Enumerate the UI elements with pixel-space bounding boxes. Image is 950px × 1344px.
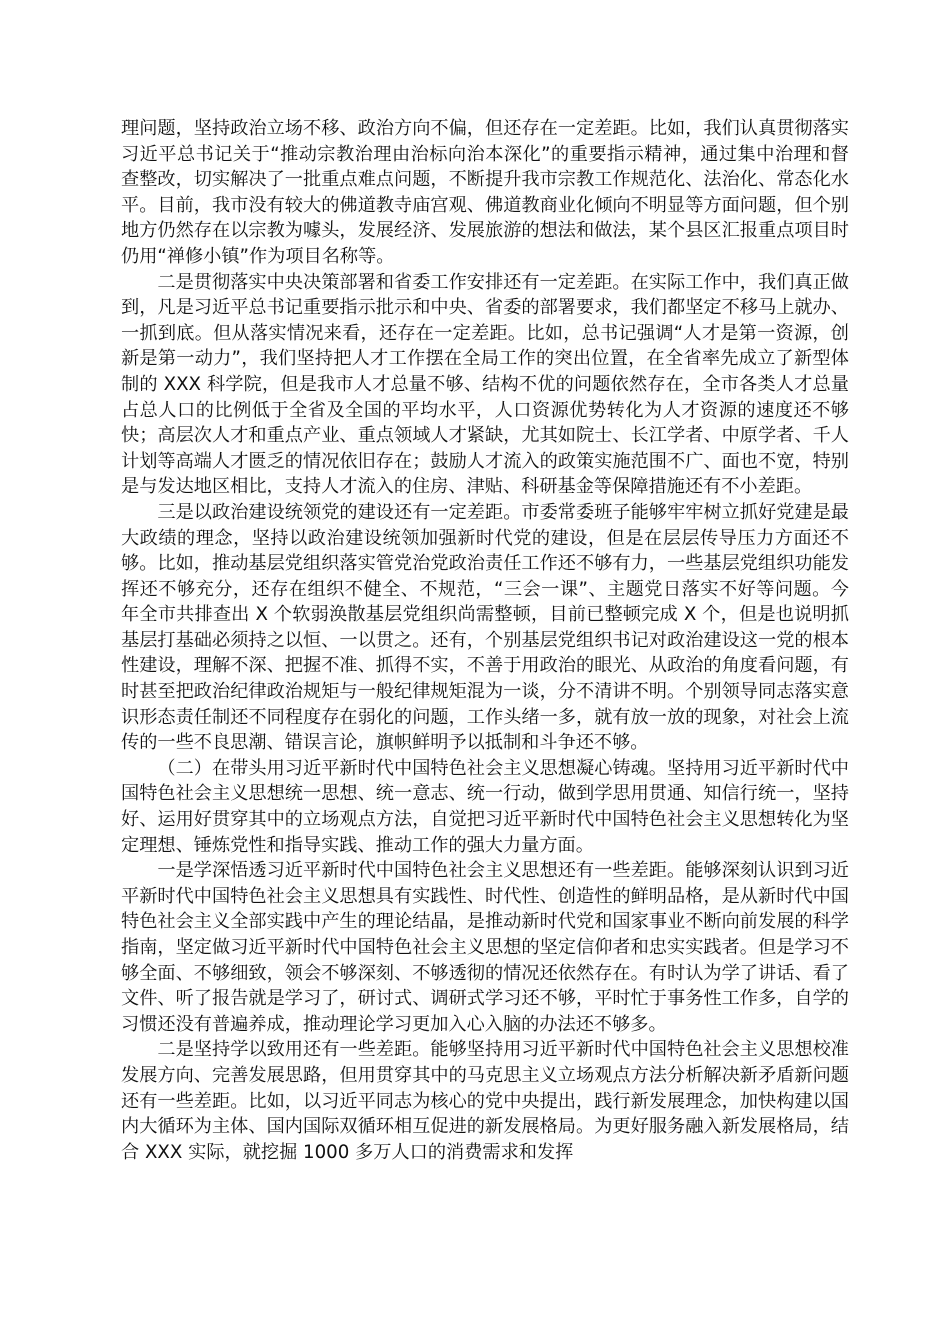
paragraph-point-one: 一是学深悟透习近平新时代中国特色社会主义思想还有一些差距。能够深刻认识到习近平新时代中国特色社会主义思想具有实践性、时代性、创造性的鲜明品格，是从新时代中国特色社会主义全部实践中产生的理论结晶，是推动新时代党和国家事业不断向前发展的科学指南，坚定做习近平新时代中国特色社会主义思想的坚定信仰者和忠实实践者。但是学习不够全面、不够细致，领会不够深刻、不够透彻的情况还依然存在。有时认为学了讲话、看了文件、听了报告就是学习了，研讨式、调研式学习还不够，平时忙于事务性工作多，自学的习惯还没有普遍养成，推动理论学习更加入心入脑的办法还不够多。 bbox=[121, 860, 849, 1035]
paragraph-continued: 理问题，坚持政治立场不移、政治方向不偏，但还存在一定差距。比如，我们认真贯彻落实习近平总书记关于“推动宗教治理由治标向治本深化”的重要指示精神，通过集中治理和督查整改，切实解决了一批重点难点问题，不断提升我市宗教工作规范化、法治化、常态化水平。目前，我市没有较大的佛道教寺庙宫观、佛道教商业化倾向不明显等方面问题，但个别地方仍然存在以宗教为噱头，发展经济、发展旅游的想法和做法，某个县区汇报重点项目时仍用“禅修小镇”作为项目名称等。 bbox=[121, 118, 849, 267]
document-body bbox=[121, 116, 849, 1165]
paragraph-point-three: 三是以政治建设统领党的建设还有一定差距。市委常委班子能够牢牢树立抓好党建是最大政绩的理念，坚持以政治建设统领加强新时代党的建设，但是在层层传导压力方面还不够。比如，推动基层党组织落实管党治党政治责任工作还不够有力，一些基层党组织功能发挥还不够充分，还存在组织不健全、不规范，“三会一课”、主题党日落实不好等问题。今年全市共排查出 X 个软弱涣散基层党组织尚需整顿，目前已整顿完成 X 个，但是也说明抓基层打基础必须持之以恒、一以贯之。还有，个别基层党组织书记对政治建设这一党的根本性建设，理解不深、把握不准、抓得不实，不善于用政治的眼光、从政治的角度看问题，有时甚至把政治纪律政治规矩与一般纪律规矩混为一谈，分不清讲不明。个别领导同志落实意识形态责任制还不同程度存在弱化的问题，工作头绪一多，就有放一放的现象，对社会上流传的一些不良思潮、错误言论，旗帜鲜明予以抵制和斗争还不够。 bbox=[121, 501, 849, 754]
paragraph-point-two: 二是贯彻落实中央决策部署和省委工作安排还有一定差距。在实际工作中，我们真正做到，凡是习近平总书记重要指示批示和中央、省委的部署要求，我们都坚定不移马上就办、一抓到底。但从落实情况来看，还存在一定差距。比如，总书记强调“人才是第一资源，创新是第一动力”，我们坚持把人才工作摆在全局工作的突出位置，在全省率先成立了新型体制的 XXX 科学院，但是我市人才总量不够、结构不优的问题依然存在，全市各类人才总量占总人口的比例低于全省及全国的平均水平，人口资源优势转化为人才资源的速度还不够快；高层次人才和重点产业、重点领域人才紧缺，尤其如院士、长江学者、中原学者、千人计划等高端人才匮乏的情况依旧存在；鼓励人才流入的政策实施范围不广、面也不宽，特别是与发达地区相比，支持人才流入的住房、津贴、科研基金等保障措施还有不小差距。 bbox=[121, 271, 849, 498]
section-heading-paragraph: （二）在带头用习近平新时代中国特色社会主义思想凝心铸魂。坚持用习近平新时代中国特色社会主义思想统一思想、统一意志、统一行动，做到学思用贯通、知信行统一，坚持好、运用好贯穿其中的立场观点方法，自觉把习近平新时代中国特色社会主义思想转化为坚定理想、锤炼党性和指导实践、推动工作的强大力量方面。 bbox=[121, 757, 849, 856]
paragraph-point-two-b: 二是坚持学以致用还有一些差距。能够坚持用习近平新时代中国特色社会主义思想校准发展方向、完善发展思路，但用贯穿其中的马克思主义立场观点方法分析解决新矛盾新问题还有一些差距。比如，以习近平同志为核心的党中央提出，践行新发展理念，加快构建以国内大循环为主体、国内国际双循环相互促进的新发展格局。为更好服务融入新发展格局，结合 XXX 实际，就挖掘 1000 多万人口的消费需求和发挥 bbox=[121, 1039, 849, 1163]
